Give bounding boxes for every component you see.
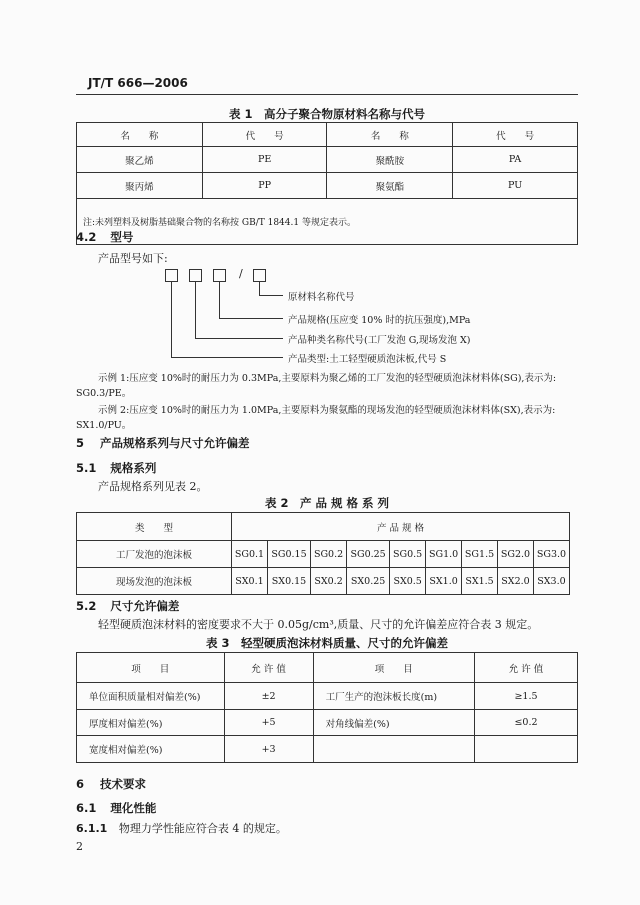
leader-line bbox=[219, 282, 220, 319]
leader-line bbox=[219, 318, 283, 319]
table2-spec-cell: SX1.0 bbox=[426, 568, 462, 595]
table1-note: 注:未列塑料及树脂基础聚合物的名称按 GB/T 1844.1 等规定表示。 bbox=[77, 199, 578, 245]
table1-header-code2: 代 号 bbox=[453, 123, 578, 147]
section-5-2-heading bbox=[76, 598, 179, 614]
table2-type-cell: 现场发泡的泡沫板 bbox=[77, 568, 232, 595]
example-2-code: SX1.0/PU。 bbox=[76, 420, 132, 431]
table2-spec-cell: SG0.1 bbox=[232, 541, 268, 568]
model-intro: 产品型号如下: bbox=[98, 252, 168, 265]
table1-cell: PA bbox=[453, 147, 578, 173]
section-6-heading bbox=[76, 776, 146, 792]
table3-cell bbox=[474, 736, 577, 763]
section-title: 理化性能 bbox=[110, 801, 157, 815]
section-5-1-text: 产品规格系列见表 2。 bbox=[98, 480, 208, 493]
table3-cell: ≤0.2 bbox=[474, 710, 577, 736]
page-number: 2 bbox=[76, 840, 83, 853]
section-5-heading bbox=[76, 435, 250, 451]
table2-spec-cell: SX0.15 bbox=[267, 568, 310, 595]
code-box-kind bbox=[189, 269, 202, 282]
section-number: 6 bbox=[76, 777, 85, 791]
table3-cell: 工厂生产的泡沫板长度(m) bbox=[313, 683, 474, 710]
table1-header-row bbox=[77, 123, 578, 147]
table2-spec-cell: SX1.5 bbox=[462, 568, 498, 595]
table3-cell: ±2 bbox=[224, 683, 313, 710]
table1-cell: PP bbox=[202, 173, 327, 199]
table3 bbox=[76, 652, 578, 763]
table3-header-value1: 允 许 值 bbox=[224, 653, 313, 683]
code-box-material bbox=[253, 269, 266, 282]
section-number: 5.2 bbox=[76, 599, 97, 613]
table-row bbox=[77, 173, 578, 199]
table2-spec-cell: SG0.25 bbox=[347, 541, 390, 568]
section-6-1-1 bbox=[76, 820, 287, 836]
table3-cell: ≥1.5 bbox=[474, 683, 577, 710]
table-row bbox=[77, 683, 578, 710]
table3-cell: +3 bbox=[224, 736, 313, 763]
table3-header-item2: 项 目 bbox=[313, 653, 474, 683]
table3-cell: 对角线偏差(%) bbox=[313, 710, 474, 736]
section-6-1-heading bbox=[76, 800, 156, 816]
table1-caption: 表 1 高分子聚合物原材料名称与代号 bbox=[228, 107, 425, 121]
table1-cell: 聚氨酯 bbox=[327, 173, 453, 199]
table2-type-cell: 工厂发泡的泡沫板 bbox=[77, 541, 232, 568]
example-2: 示例 2:压应变 10%时的耐压力为 1.0MPa,主要原料为聚氨酯的现场发泡的轻型硬质泡沫材料体(SX),表示为: bbox=[98, 405, 556, 416]
table2-spec-cell: SG0.15 bbox=[267, 541, 310, 568]
table3-cell: +5 bbox=[224, 710, 313, 736]
example-1: 示例 1:压应变 10%时的耐压力为 0.3MPa,主要原料为聚乙烯的工厂发泡的轻型硬质泡沫材料体(SG),表示为: bbox=[98, 373, 557, 384]
code-slash: / bbox=[239, 267, 243, 280]
table1-cell: PE bbox=[202, 147, 327, 173]
table1-cell: PU bbox=[453, 173, 578, 199]
table3-cell: 宽度相对偏差(%) bbox=[77, 736, 225, 763]
header-rule bbox=[76, 94, 578, 95]
leader-line bbox=[171, 357, 283, 358]
section-number: 6.1.1 bbox=[76, 822, 108, 835]
table1-header-name2: 名 称 bbox=[327, 123, 453, 147]
label-spec: 产品规格(压应变 10% 时的抗压强度),MPa bbox=[288, 315, 471, 326]
table2-spec-cell: SX0.1 bbox=[232, 568, 268, 595]
table3-cell: 单位面积质量相对偏差(%) bbox=[77, 683, 225, 710]
label-kind: 产品种类名称代号(工厂发泡 G,现场发泡 X) bbox=[288, 335, 471, 346]
example-1-code: SG0.3/PE。 bbox=[76, 388, 132, 399]
table3-header-value2: 允 许 值 bbox=[474, 653, 577, 683]
table3-header-row bbox=[77, 653, 578, 683]
section-title: 型号 bbox=[110, 230, 134, 244]
section-number: 5.1 bbox=[76, 461, 97, 475]
table2-spec-cell: SG0.2 bbox=[311, 541, 347, 568]
table1-cell: 聚乙烯 bbox=[77, 147, 203, 173]
label-type: 产品类型:土工轻型硬质泡沫板,代号 S bbox=[288, 354, 447, 365]
table2-spec-cell: SG1.0 bbox=[426, 541, 462, 568]
table3-caption: 表 3 轻型硬质泡沫材料质量、尺寸的允许偏差 bbox=[205, 636, 448, 650]
leader-line bbox=[171, 282, 172, 358]
label-material-code: 原材料名称代号 bbox=[288, 292, 355, 303]
table-row bbox=[77, 710, 578, 736]
table2-caption: 表 2 产 品 规 格 系 列 bbox=[264, 496, 390, 510]
code-box-spec bbox=[213, 269, 226, 282]
section-5-1-heading bbox=[76, 460, 156, 476]
table2-spec-cell: SG0.5 bbox=[390, 541, 426, 568]
table2-spec-cell: SG3.0 bbox=[533, 541, 569, 568]
table3-cell bbox=[313, 736, 474, 763]
table2-spec-cell: SX2.0 bbox=[498, 568, 534, 595]
table2-spec-cell: SX0.2 bbox=[311, 568, 347, 595]
table2-spec-cell: SX0.5 bbox=[390, 568, 426, 595]
table3-cell: 厚度相对偏差(%) bbox=[77, 710, 225, 736]
table1-cell: 聚酰胺 bbox=[327, 147, 453, 173]
table3-header-item1: 项 目 bbox=[77, 653, 225, 683]
section-number: 6.1 bbox=[76, 801, 97, 815]
table2-spec-cell: SG1.5 bbox=[462, 541, 498, 568]
leader-line bbox=[259, 282, 260, 296]
section-5-2-text: 轻型硬质泡沫材料的密度要求不大于 0.05g/cm³,质量、尺寸的允许偏差应符合表 3 规定。 bbox=[98, 618, 539, 631]
table2-spec-cell: SX0.25 bbox=[347, 568, 390, 595]
leader-line bbox=[195, 338, 283, 339]
leader-line bbox=[195, 282, 196, 339]
table-row bbox=[77, 568, 570, 595]
table1-note-row bbox=[77, 199, 578, 245]
section-title: 规格系列 bbox=[110, 461, 157, 475]
section-text: 物理力学性能应符合表 4 的规定。 bbox=[118, 822, 287, 835]
table1-cell: 聚丙烯 bbox=[77, 173, 203, 199]
section-number: 5 bbox=[76, 436, 85, 450]
table2-header-row bbox=[77, 513, 570, 541]
standard-number: JT/T 666—2006 bbox=[88, 76, 188, 90]
table1 bbox=[76, 122, 578, 245]
table1-header-name1: 名 称 bbox=[77, 123, 203, 147]
table2 bbox=[76, 512, 570, 595]
table1-header-code1: 代 号 bbox=[202, 123, 327, 147]
section-number: 4.2 bbox=[76, 230, 97, 244]
code-box-type bbox=[165, 269, 178, 282]
table2-spec-cell: SX3.0 bbox=[533, 568, 569, 595]
leader-line bbox=[259, 295, 283, 296]
section-4-2-heading bbox=[76, 229, 133, 245]
table2-header-spec: 产 品 规 格 bbox=[232, 513, 570, 541]
table-row bbox=[77, 541, 570, 568]
section-title: 技术要求 bbox=[100, 777, 147, 791]
table-row bbox=[77, 147, 578, 173]
section-title: 尺寸允许偏差 bbox=[110, 599, 180, 613]
table2-spec-cell: SG2.0 bbox=[498, 541, 534, 568]
table2-header-type: 类 型 bbox=[77, 513, 232, 541]
section-title: 产品规格系列与尺寸允许偏差 bbox=[100, 436, 250, 450]
table-row bbox=[77, 736, 578, 763]
